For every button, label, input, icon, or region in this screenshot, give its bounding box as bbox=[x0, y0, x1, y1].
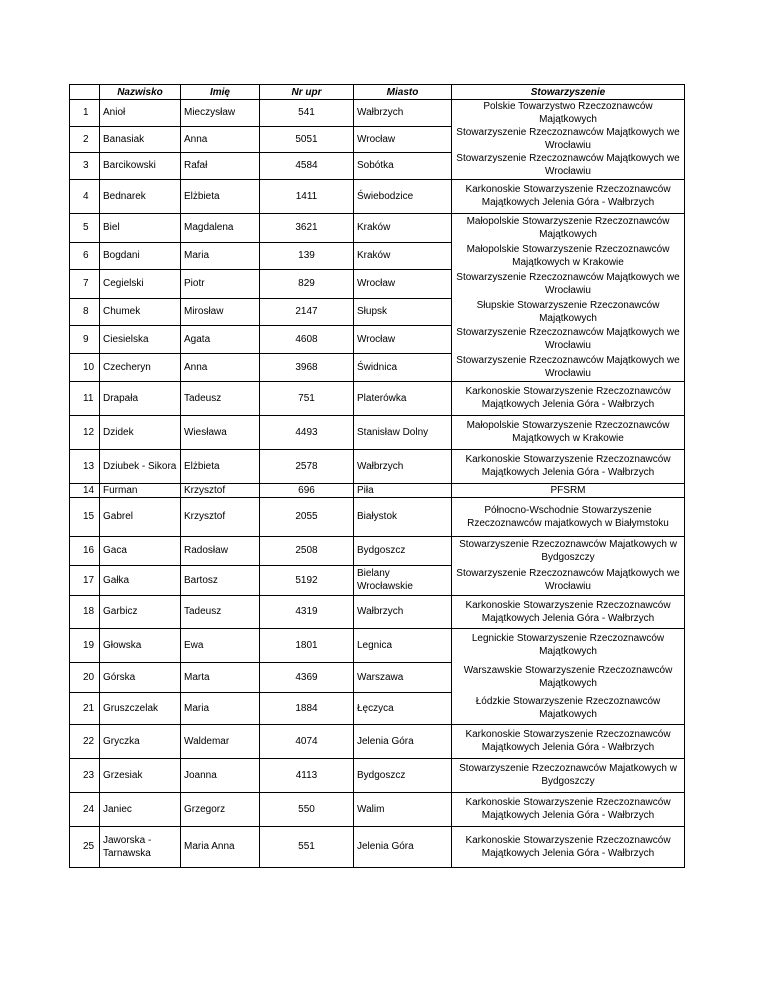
spreadsheet bbox=[69, 84, 685, 868]
cell-stowarzyszenie: Stowarzyszenie Rzeczoznawców Majątkowych we Wrocławiu bbox=[452, 152, 685, 179]
cell-miasto: Kraków bbox=[354, 213, 452, 242]
cell-stowarzyszenie: Słupskie Stowarzyszenie Rzeczonawców Majątkowych bbox=[452, 298, 685, 325]
cell-nr: 22 bbox=[70, 724, 100, 758]
cell-nazwisko: Janiec bbox=[100, 792, 181, 826]
cell-miasto: Walim bbox=[354, 792, 452, 826]
cell-miasto: Świebodzice bbox=[354, 179, 452, 213]
cell-stowarzyszenie: Stowarzyszenie Rzeczoznawców Majątkowych we Wrocławiu bbox=[452, 269, 685, 298]
cell-miasto: Wałbrzych bbox=[354, 100, 452, 127]
cell-miasto: Bydgoszcz bbox=[354, 536, 452, 565]
cell-stowarzyszenie: Małopolskie Stowarzyszenie Rzeczoznawców Majątkowych w Krakowie bbox=[452, 242, 685, 269]
cell-nr-upr: 1801 bbox=[260, 628, 354, 662]
table-row bbox=[70, 758, 685, 792]
cell-miasto: Łęczyca bbox=[354, 692, 452, 724]
cell-stowarzyszenie: PFSRM bbox=[452, 483, 685, 497]
cell-nr: 12 bbox=[70, 415, 100, 449]
cell-stowarzyszenie: Warszawskie Stowarzyszenie Rzeczoznawców Majątkowych bbox=[452, 662, 685, 692]
cell-nazwisko: Gaca bbox=[100, 536, 181, 565]
cell-stowarzyszenie: Karkonoskie Stowarzyszenie Rzeczoznawców Majątkowych Jelenia Góra - Wałbrzych bbox=[452, 826, 685, 867]
cell-nazwisko: Furman bbox=[100, 483, 181, 497]
cell-nr-upr: 1884 bbox=[260, 692, 354, 724]
cell-nr: 3 bbox=[70, 152, 100, 179]
cell-imie: Krzysztof bbox=[181, 497, 260, 536]
cell-nr: 9 bbox=[70, 325, 100, 353]
table-row bbox=[70, 353, 685, 381]
cell-imie: Anna bbox=[181, 353, 260, 381]
cell-nr-upr: 550 bbox=[260, 792, 354, 826]
cell-nr-upr: 3968 bbox=[260, 353, 354, 381]
cell-nazwisko: Bogdani bbox=[100, 242, 181, 269]
cell-nazwisko: Chumek bbox=[100, 298, 181, 325]
cell-nr-upr: 2508 bbox=[260, 536, 354, 565]
cell-nr: 19 bbox=[70, 628, 100, 662]
cell-imie: Tadeusz bbox=[181, 381, 260, 415]
cell-miasto: Wałbrzych bbox=[354, 595, 452, 628]
cell-miasto: Sobótka bbox=[354, 152, 452, 179]
cell-miasto: Jelenia Góra bbox=[354, 724, 452, 758]
cell-nr: 23 bbox=[70, 758, 100, 792]
header-stowarzyszenie: Stowarzyszenie bbox=[452, 85, 685, 100]
cell-nr: 16 bbox=[70, 536, 100, 565]
cell-nazwisko: Gałka bbox=[100, 565, 181, 595]
cell-stowarzyszenie: Karkonoskie Stowarzyszenie Rzeczoznawców Majątkowych Jelenia Góra - Wałbrzych bbox=[452, 381, 685, 415]
cell-stowarzyszenie: Łódzkie Stowarzyszenie Rzeczoznawców Majatkowych bbox=[452, 692, 685, 724]
cell-nr: 11 bbox=[70, 381, 100, 415]
header-nr bbox=[70, 85, 100, 100]
table-row bbox=[70, 179, 685, 213]
cell-imie: Mieczysław bbox=[181, 100, 260, 127]
cell-imie: Marta bbox=[181, 662, 260, 692]
table-row bbox=[70, 497, 685, 536]
cell-nr-upr: 1411 bbox=[260, 179, 354, 213]
cell-nr: 25 bbox=[70, 826, 100, 867]
table-row bbox=[70, 826, 685, 867]
header-nr-upr: Nr upr bbox=[260, 85, 354, 100]
table-row bbox=[70, 536, 685, 565]
table-row bbox=[70, 381, 685, 415]
cell-nazwisko: Jaworska - Tarnawska bbox=[100, 826, 181, 867]
cell-nazwisko: Anioł bbox=[100, 100, 181, 127]
table-row bbox=[70, 483, 685, 497]
cell-nr-upr: 5192 bbox=[260, 565, 354, 595]
cell-nazwisko: Biel bbox=[100, 213, 181, 242]
cell-nr-upr: 4584 bbox=[260, 152, 354, 179]
cell-nr-upr: 2055 bbox=[260, 497, 354, 536]
table-row bbox=[70, 662, 685, 692]
cell-imie: Maria bbox=[181, 242, 260, 269]
cell-miasto: Wrocław bbox=[354, 269, 452, 298]
cell-nazwisko: Dziubek - Sikora bbox=[100, 449, 181, 483]
cell-nr-upr: 3621 bbox=[260, 213, 354, 242]
header-row bbox=[70, 85, 685, 100]
cell-nr-upr: 4608 bbox=[260, 325, 354, 353]
cell-stowarzyszenie: Stowarzyszenie Rzeczoznawców Majątkowych we Wrocławiu bbox=[452, 126, 685, 152]
table-row bbox=[70, 565, 685, 595]
cell-nazwisko: Głowska bbox=[100, 628, 181, 662]
cell-imie: Anna bbox=[181, 126, 260, 152]
cell-nazwisko: Ciesielska bbox=[100, 325, 181, 353]
table-row bbox=[70, 792, 685, 826]
cell-stowarzyszenie: Stowarzyszenie Rzeczoznawców Majątkowych we Wrocławiu bbox=[452, 353, 685, 381]
cell-nr: 24 bbox=[70, 792, 100, 826]
cell-miasto: Platerówka bbox=[354, 381, 452, 415]
cell-nr: 1 bbox=[70, 100, 100, 127]
cell-miasto: Legnica bbox=[354, 628, 452, 662]
cell-nazwisko: Czecheryn bbox=[100, 353, 181, 381]
table-row bbox=[70, 628, 685, 662]
cell-stowarzyszenie: Stowarzyszenie Rzeczoznawców Majatkowych w Bydgoszczy bbox=[452, 536, 685, 565]
table-row bbox=[70, 213, 685, 242]
table-row bbox=[70, 724, 685, 758]
cell-miasto: Wrocław bbox=[354, 325, 452, 353]
cell-nazwisko: Cegielski bbox=[100, 269, 181, 298]
cell-imie: Mirosław bbox=[181, 298, 260, 325]
cell-imie: Magdalena bbox=[181, 213, 260, 242]
cell-nazwisko: Gabrel bbox=[100, 497, 181, 536]
table-row bbox=[70, 595, 685, 628]
cell-nr: 15 bbox=[70, 497, 100, 536]
cell-imie: Bartosz bbox=[181, 565, 260, 595]
cell-nr-upr: 2147 bbox=[260, 298, 354, 325]
cell-stowarzyszenie: Stowarzyszenie Rzeczoznawców Majątkowych we Wrocławiu bbox=[452, 325, 685, 353]
cell-stowarzyszenie: Karkonoskie Stowarzyszenie Rzeczoznawców Majątkowych Jelenia Góra - Wałbrzych bbox=[452, 595, 685, 628]
cell-nr-upr: 4113 bbox=[260, 758, 354, 792]
cell-stowarzyszenie: Karkonoskie Stowarzyszenie Rzeczoznawców Majątkowych Jelenia Góra - Wałbrzych bbox=[452, 449, 685, 483]
cell-nr: 21 bbox=[70, 692, 100, 724]
cell-nr-upr: 4493 bbox=[260, 415, 354, 449]
cell-nr: 18 bbox=[70, 595, 100, 628]
table-row bbox=[70, 126, 685, 152]
cell-nr: 8 bbox=[70, 298, 100, 325]
header-nazwisko: Nazwisko bbox=[100, 85, 181, 100]
cell-stowarzyszenie: Karkonoskie Stowarzyszenie Rzeczoznawców Majątkowych Jelenia Góra - Wałbrzych bbox=[452, 724, 685, 758]
cell-miasto: Bydgoszcz bbox=[354, 758, 452, 792]
cell-imie: Rafał bbox=[181, 152, 260, 179]
cell-nazwisko: Grzesiak bbox=[100, 758, 181, 792]
cell-nr: 7 bbox=[70, 269, 100, 298]
cell-miasto: Słupsk bbox=[354, 298, 452, 325]
cell-imie: Maria Anna bbox=[181, 826, 260, 867]
cell-miasto: Kraków bbox=[354, 242, 452, 269]
table-row bbox=[70, 152, 685, 179]
cell-imie: Krzysztof bbox=[181, 483, 260, 497]
cell-nazwisko: Garbicz bbox=[100, 595, 181, 628]
cell-nr-upr: 139 bbox=[260, 242, 354, 269]
header-miasto: Miasto bbox=[354, 85, 452, 100]
cell-stowarzyszenie: Legnickie Stowarzyszenie Rzeczoznawców Majątkowych bbox=[452, 628, 685, 662]
table-row bbox=[70, 269, 685, 298]
cell-miasto: Białystok bbox=[354, 497, 452, 536]
cell-nr-upr: 696 bbox=[260, 483, 354, 497]
cell-stowarzyszenie: Polskie Towarzystwo Rzeczoznawców Majątkowych bbox=[452, 100, 685, 127]
cell-nr: 10 bbox=[70, 353, 100, 381]
cell-imie: Grzegorz bbox=[181, 792, 260, 826]
table-row bbox=[70, 325, 685, 353]
cell-nr-upr: 4369 bbox=[260, 662, 354, 692]
cell-imie: Tadeusz bbox=[181, 595, 260, 628]
cell-nr: 13 bbox=[70, 449, 100, 483]
cell-stowarzyszenie: Karkonoskie Stowarzyszenie Rzeczoznawców Majątkowych Jelenia Góra - Wałbrzych bbox=[452, 179, 685, 213]
cell-imie: Agata bbox=[181, 325, 260, 353]
cell-imie: Waldemar bbox=[181, 724, 260, 758]
cell-stowarzyszenie: Małopolskie Stowarzyszenie Rzeczoznawców Majątkowych w Krakowie bbox=[452, 415, 685, 449]
cell-nazwisko: Drapała bbox=[100, 381, 181, 415]
table-row bbox=[70, 692, 685, 724]
appraisers-table bbox=[69, 84, 685, 868]
cell-stowarzyszenie: Północno-Wschodnie Stowarzyszenie Rzeczoznawców majatkowych w Białymstoku bbox=[452, 497, 685, 536]
cell-miasto: Świdnica bbox=[354, 353, 452, 381]
cell-nr-upr: 4074 bbox=[260, 724, 354, 758]
cell-nr: 17 bbox=[70, 565, 100, 595]
cell-miasto: Piła bbox=[354, 483, 452, 497]
cell-nazwisko: Dzidek bbox=[100, 415, 181, 449]
cell-miasto: Stanisław Dolny bbox=[354, 415, 452, 449]
cell-miasto: Wałbrzych bbox=[354, 449, 452, 483]
cell-imie: Elżbieta bbox=[181, 179, 260, 213]
cell-nr-upr: 541 bbox=[260, 100, 354, 127]
cell-stowarzyszenie: Stowarzyszenie Rzeczoznawców Majątkowych we Wrocławiu bbox=[452, 565, 685, 595]
cell-imie: Ewa bbox=[181, 628, 260, 662]
cell-nr: 4 bbox=[70, 179, 100, 213]
cell-imie: Wiesława bbox=[181, 415, 260, 449]
cell-imie: Radosław bbox=[181, 536, 260, 565]
cell-nazwisko: Barcikowski bbox=[100, 152, 181, 179]
cell-nr: 6 bbox=[70, 242, 100, 269]
cell-nazwisko: Górska bbox=[100, 662, 181, 692]
header-imie: Imię bbox=[181, 85, 260, 100]
cell-nr-upr: 551 bbox=[260, 826, 354, 867]
cell-stowarzyszenie: Małopolskie Stowarzyszenie Rzeczoznawców Majątkowych bbox=[452, 213, 685, 242]
table-row bbox=[70, 415, 685, 449]
cell-imie: Joanna bbox=[181, 758, 260, 792]
cell-nazwisko: Gryczka bbox=[100, 724, 181, 758]
cell-imie: Maria bbox=[181, 692, 260, 724]
cell-nazwisko: Gruszczelak bbox=[100, 692, 181, 724]
cell-nr: 5 bbox=[70, 213, 100, 242]
cell-miasto: Wrocław bbox=[354, 126, 452, 152]
table-row bbox=[70, 449, 685, 483]
cell-nr-upr: 829 bbox=[260, 269, 354, 298]
cell-nr: 2 bbox=[70, 126, 100, 152]
cell-stowarzyszenie: Stowarzyszenie Rzeczoznawców Majatkowych w Bydgoszczy bbox=[452, 758, 685, 792]
table-row bbox=[70, 298, 685, 325]
cell-nr: 14 bbox=[70, 483, 100, 497]
cell-nazwisko: Banasiak bbox=[100, 126, 181, 152]
cell-miasto: Warszawa bbox=[354, 662, 452, 692]
cell-nr: 20 bbox=[70, 662, 100, 692]
cell-imie: Piotr bbox=[181, 269, 260, 298]
cell-stowarzyszenie: Karkonoskie Stowarzyszenie Rzeczoznawców Majątkowych Jelenia Góra - Wałbrzych bbox=[452, 792, 685, 826]
cell-miasto: Jelenia Góra bbox=[354, 826, 452, 867]
cell-nr-upr: 5051 bbox=[260, 126, 354, 152]
cell-nr-upr: 751 bbox=[260, 381, 354, 415]
cell-nr-upr: 2578 bbox=[260, 449, 354, 483]
table-row bbox=[70, 100, 685, 127]
table-row bbox=[70, 242, 685, 269]
cell-nr-upr: 4319 bbox=[260, 595, 354, 628]
cell-imie: Elżbieta bbox=[181, 449, 260, 483]
cell-nazwisko: Bednarek bbox=[100, 179, 181, 213]
cell-miasto: Bielany Wrocławskie bbox=[354, 565, 452, 595]
